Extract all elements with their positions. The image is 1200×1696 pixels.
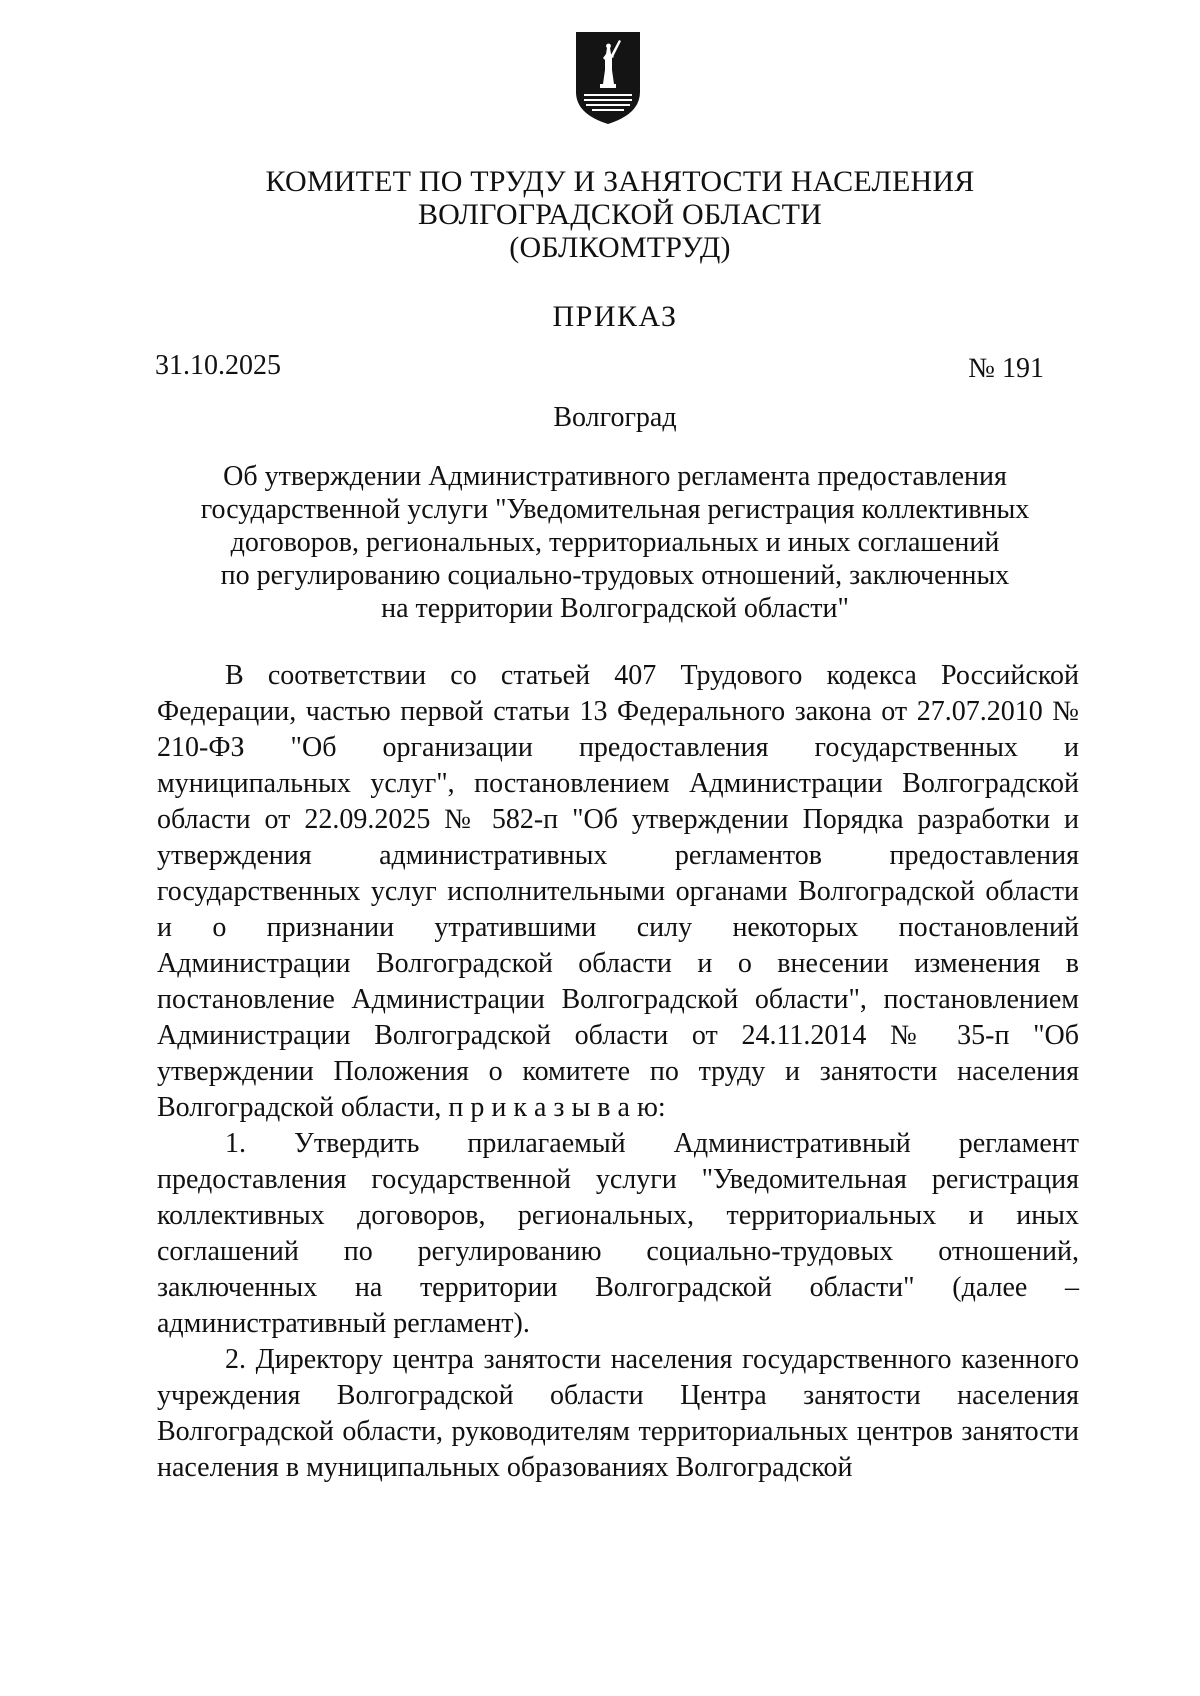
subject-line: государственной услуги "Уведомительная регистрация коллективных <box>200 494 1030 525</box>
order-number: № 191 <box>968 353 1044 384</box>
body-paragraph: 2. Директору центра занятости населения государственного казенного учреждения Волгоградской области Центра занятости населения Волгоградской области, руководителям территориальных центров занятости населения в муниципальных образованиях Волгоградской <box>157 1344 1079 1483</box>
body-paragraph: 1. Утвердить прилагаемый Административный регламент предоставления государственной услуги "Уведомительная регистрация коллективных договоров, региональных, территориальных и иных соглашений по регулированию социально-трудовых отношений, заключенных на территории Волгоградской области" (далее – административный регламент). <box>157 1128 1079 1339</box>
subject-line: по регулированию социально-трудовых отношений, заключенных <box>220 560 1010 591</box>
emblem <box>574 30 642 126</box>
header-line: ВОЛГОГРАДСКОЙ ОБЛАСТИ <box>417 198 823 231</box>
header-line: КОМИТЕТ ПО ТРУДУ И ЗАНЯТОСТИ НАСЕЛЕНИЯ <box>265 165 975 198</box>
order-subject <box>150 460 1080 625</box>
volgograd-coat-of-arms-icon <box>574 30 642 126</box>
document-type-title: ПРИКАЗ <box>552 300 678 333</box>
subject-line: договоров, региональных, территориальных и иных соглашений <box>230 527 1000 558</box>
order-body <box>157 658 1079 1486</box>
body-paragraph: В соответствии со статьей 407 Трудового кодекса Российской Федерации, частью первой статьи 13 Федерального закона от 27.07.2010 № 210-ФЗ "Об организации предоставления государственных и муниципальных услуг", постановлением Администрации Волгоградской области от 22.09.2025 № 582-п "Об утверждении Порядка разработки и утверждения административных регламентов предоставления государственных услуг исполнительными органами Волгоградской области и о признании утратившими силу некоторых постановлений Администрации Волгоградской области и о внесении изменения в постановление Администрации Волгоградской области", постановлением Администрации Волгоградской области от 24.11.2014 № 35-п "Об утверждении Положения о комитете по труду и занятости населения Волгоградской области, п р и к а з ы в а ю: <box>157 660 1079 1123</box>
subject-line: на территории Волгоградской области" <box>381 593 849 624</box>
header-line: (ОБЛКОМТРУД) <box>509 231 731 264</box>
order-city: Волгоград <box>553 402 677 433</box>
subject-line: Об утверждении Административного регламента предоставления <box>223 461 1007 492</box>
committee-header <box>0 165 1200 264</box>
order-date: 31.10.2025 <box>155 350 281 381</box>
